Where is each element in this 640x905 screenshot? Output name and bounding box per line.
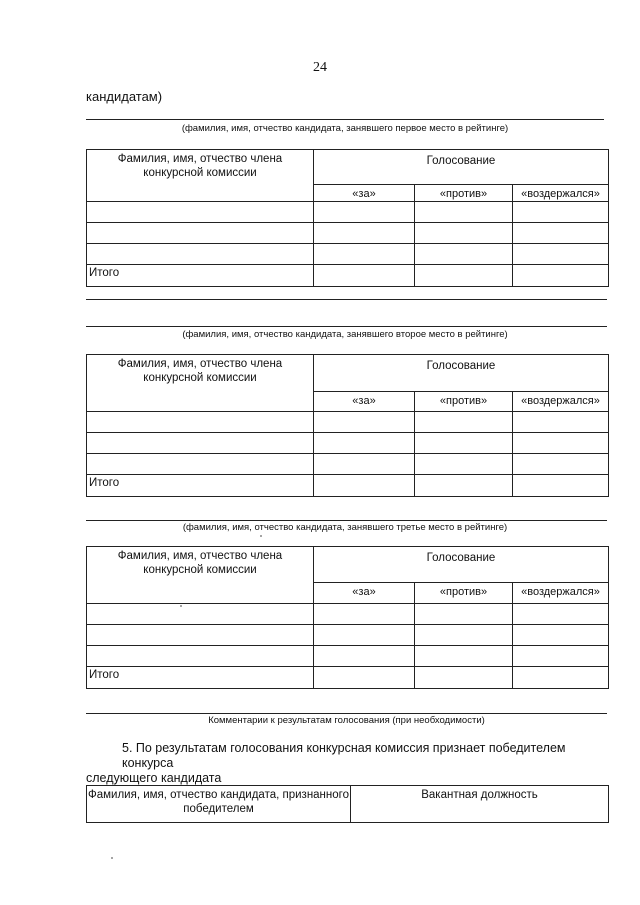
table-row [87,604,609,625]
scan-speck [180,605,182,607]
col-against-header: «против» [415,583,513,604]
member-name-header: Фамилия, имя, отчество члена конкурсной комиссии [87,547,314,604]
col-for-header: «за» [314,392,415,412]
page-number: 24 [313,60,327,75]
member-name-header: Фамилия, имя, отчество члена конкурсной комиссии [87,355,314,412]
winner-name-header: Фамилия, имя, отчество кандидата, признанного победителем [87,786,351,823]
candidate-1-name-line [86,119,604,120]
section-5-text [86,741,611,786]
voting-header: Голосование [314,150,609,185]
candidate-1-caption: (фамилия, имя, отчество кандидата, занявшего первое место в рейтинге) [181,123,509,134]
comments-line [86,713,607,714]
col-abstained-header: «воздержался» [513,392,609,412]
col-against-header: «против» [415,185,513,202]
col-for-header: «за» [314,583,415,604]
comments-caption: Комментарии к результатам голосования (при необходимости) [208,715,485,726]
table-row [87,646,609,667]
table-row [87,625,609,646]
table-row [87,244,609,265]
candidate-3-caption: (фамилия, имя, отчество кандидата, занявшего третье место в рейтинге) [182,522,508,533]
table-row [87,412,609,433]
voting-header: Голосование [314,355,609,392]
table-row [87,202,609,223]
total-row [87,475,609,497]
total-label: Итого [87,667,314,689]
section-5-line-2: следующего кандидата [86,771,222,785]
total-label: Итого [87,265,314,287]
voting-table-1 [86,149,609,287]
candidate-2-name-line [86,326,607,327]
voting-header: Голосование [314,547,609,583]
scan-speck [111,857,113,859]
table-row [87,454,609,475]
winner-table [86,785,609,823]
col-against-header: «против» [415,392,513,412]
table-row [87,223,609,244]
table-row [87,433,609,454]
total-row [87,667,609,689]
col-abstained-header: «воздержался» [513,185,609,202]
member-name-header: Фамилия, имя, отчество члена конкурсной комиссии [87,150,314,202]
candidate-2-caption: (фамилия, имя, отчество кандидата, занявшего второе место в рейтинге) [182,329,508,340]
voting-table-3 [86,546,609,689]
voting-table-2 [86,354,609,497]
total-row [87,265,609,287]
vacant-position-header: Вакантная должность [351,786,609,823]
total-label: Итого [87,475,314,497]
lead-text: кандидатам) [86,89,163,104]
col-abstained-header: «воздержался» [513,583,609,604]
section-5-line-1: 5. По результатам голосования конкурсная комиссия признает победителем конкурса [122,741,566,770]
col-for-header: «за» [314,185,415,202]
candidate-3-name-line [86,520,607,521]
scan-speck [260,535,262,537]
separator-line [86,299,607,300]
